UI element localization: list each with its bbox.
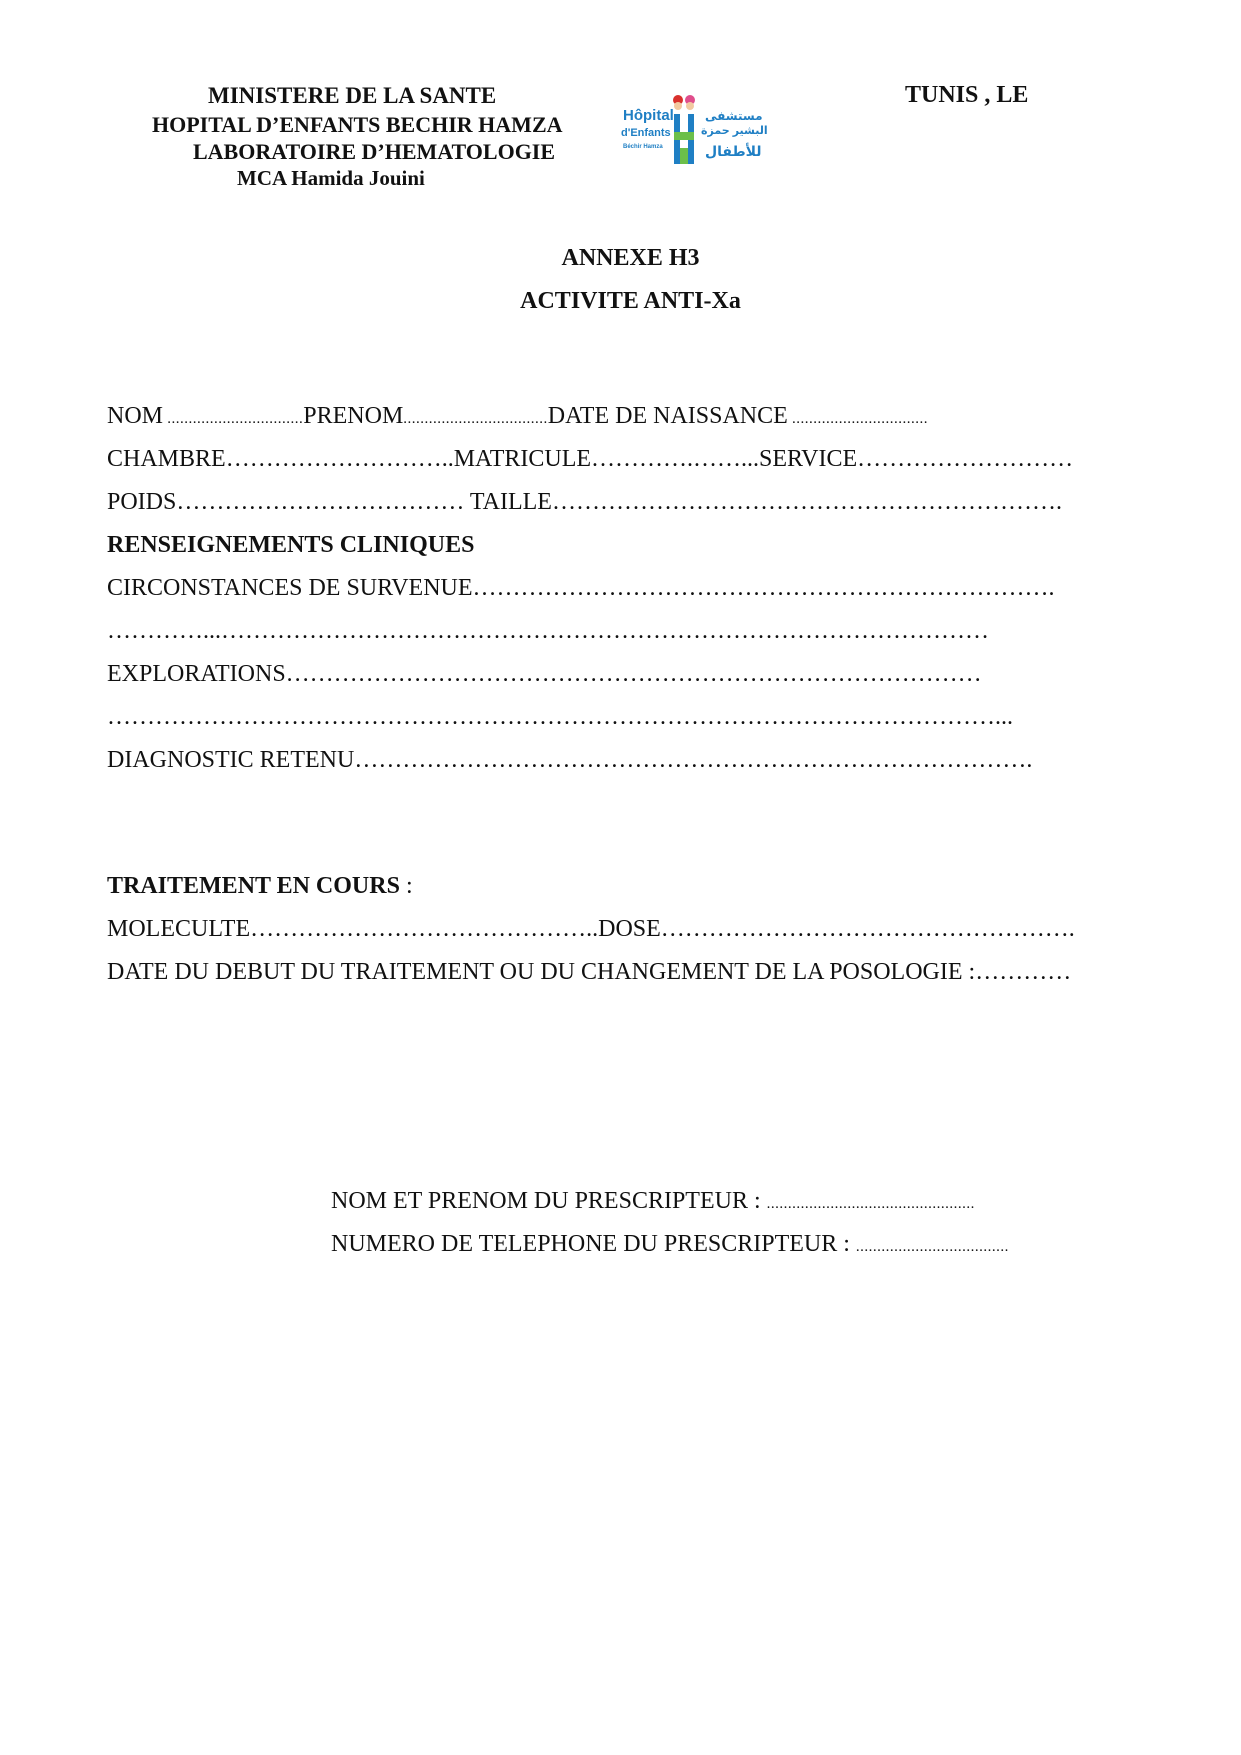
document-title: ACTIVITE ANTI-Xa — [520, 288, 741, 314]
prescriber-name-line — [331, 1187, 975, 1218]
logo-ar-line1: مستشفى — [705, 109, 763, 123]
prenom-field[interactable]: .................................. — [403, 411, 548, 427]
treatment-heading-colon: : — [399, 873, 413, 899]
logo-fr-line1: Hôpital — [623, 107, 674, 124]
ministry-name: MINISTERE DE LA SANTE — [208, 83, 497, 108]
circumstances-continuation-line[interactable]: …………...…………………………………………………………………………………… — [107, 618, 989, 644]
logo-fr-line3: Béchir Hamza — [623, 144, 663, 150]
treatment-heading: TRAITEMENT EN COURS — [107, 873, 400, 899]
prescriber-phone-line — [331, 1230, 1009, 1261]
birthdate-label: DATE DE NAISSANCE — [547, 403, 788, 429]
laboratory-name: LABORATOIRE D’HEMATOLOGIE — [193, 139, 556, 164]
nom-label: NOM — [107, 403, 164, 429]
circumstances-line[interactable]: CIRCONSTANCES DE SURVENUE………………………………………………………………. — [107, 575, 1055, 601]
diagnosis-line[interactable]: DIAGNOSTIC RETENU…………………………………………………………………………. — [107, 747, 1033, 773]
explorations-line[interactable]: EXPLORATIONS…………………………………………………………………………… — [107, 661, 982, 687]
prescriber-phone-label: NUMERO DE TELEPHONE DU PRESCRIPTEUR : — [331, 1231, 856, 1257]
prescriber-name-field[interactable]: ................................................. — [766, 1196, 975, 1212]
logo-children-icon — [669, 92, 699, 170]
doctor-name: MCA Hamida Jouini — [237, 166, 425, 190]
clinical-info-heading: RENSEIGNEMENTS CLINIQUES — [107, 532, 475, 558]
date-label: TUNIS , LE — [905, 82, 1029, 108]
prescriber-name-label: NOM ET PRENOM DU PRESCRIPTEUR : — [331, 1188, 767, 1214]
prescriber-phone-field[interactable]: .................................... — [855, 1239, 1009, 1255]
explorations-continuation-line[interactable]: …………………………………………………………………………………………………... — [107, 704, 1013, 730]
treatment-heading-line — [107, 872, 413, 900]
logo-ar-line2: البشير حمزة — [701, 125, 768, 137]
annex-title: ANNEXE H3 — [561, 245, 700, 271]
room-matricule-service-line[interactable]: CHAMBRE………………………..MATRICULE………….……...SERVICE……………………… — [107, 446, 1074, 472]
logo-fr-line2: d'Enfants — [621, 127, 671, 139]
molecule-dose-line[interactable]: MOLECULTE……………………………………..DOSE……………………………………………. — [107, 916, 1075, 942]
treatment-start-line[interactable]: DATE DU DEBUT DU TRAITEMENT OU DU CHANGEMENT DE LA POSOLOGIE :………… — [107, 959, 1072, 985]
birthdate-field[interactable]: ................................ — [787, 411, 929, 427]
prenom-label: PRENOM — [303, 403, 404, 429]
weight-height-line[interactable]: POIDS……………………………… TAILLE………………………………………………………. — [107, 489, 1062, 515]
identity-line — [107, 402, 928, 433]
nom-field[interactable]: ................................ — [163, 411, 304, 427]
logo-ar-line3: للأطفال — [705, 143, 762, 159]
hospital-logo — [621, 92, 768, 172]
hospital-name: HOPITAL D’ENFANTS BECHIR HAMZA — [152, 112, 563, 137]
